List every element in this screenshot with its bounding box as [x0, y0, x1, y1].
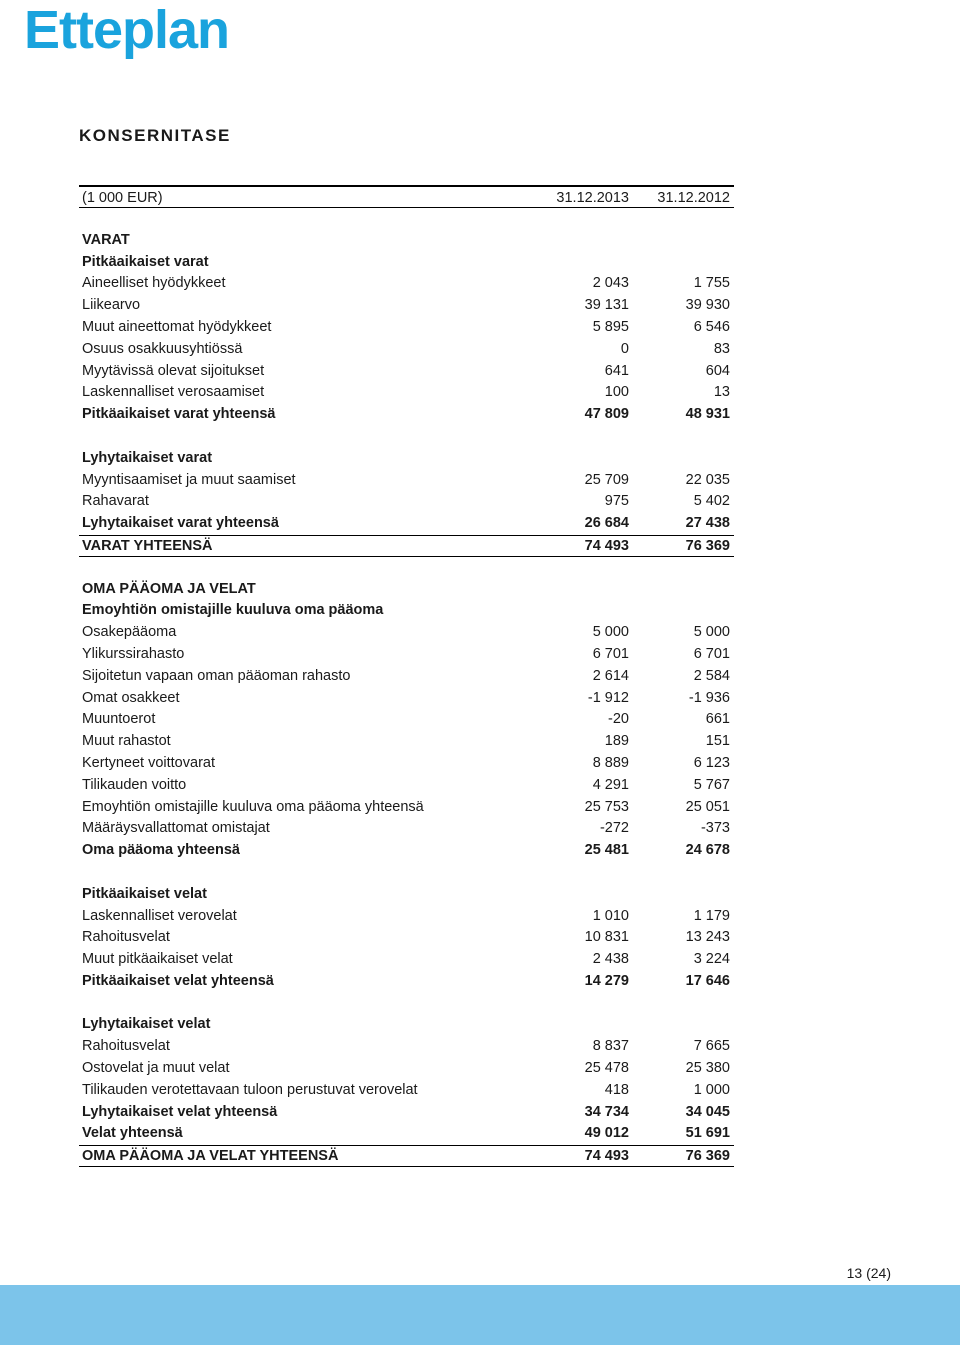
value-2012: 13 243 [685, 929, 730, 946]
row-label: Oma pääoma yhteensä [82, 842, 240, 859]
table-row [79, 470, 734, 492]
value-2012: 13 [713, 384, 730, 401]
value-2013: 25 481 [584, 842, 629, 859]
row-label: Muut aineettomat hyödykkeet [82, 318, 272, 335]
row-label: VARAT YHTEENSÄ [82, 537, 213, 554]
value-2012: 604 [705, 362, 730, 379]
value-2013: 25 478 [584, 1060, 629, 1077]
table-row [79, 339, 734, 361]
row-label: VARAT [82, 231, 130, 248]
section-heading-row [79, 230, 734, 252]
value-2013: 0 [620, 340, 629, 357]
value-2012: 27 438 [685, 515, 730, 532]
row-label: Myytävissä olevat sijoitukset [82, 362, 265, 379]
subtotal-row [79, 971, 734, 993]
row-label: Myyntisaamiset ja muut saamiset [82, 471, 296, 488]
table-row [79, 666, 734, 688]
value-2012: 83 [713, 340, 730, 357]
row-label: Rahavarat [82, 493, 149, 510]
page-number: 13 (24) [846, 1265, 891, 1281]
value-2012: 22 035 [685, 471, 730, 488]
table-row [79, 622, 734, 644]
row-label: Lyhytaikaiset varat [82, 449, 213, 466]
value-2013: 100 [604, 384, 629, 401]
value-2013: 8 837 [592, 1038, 629, 1055]
subtotal-row [79, 1102, 734, 1124]
spacer-row [79, 208, 734, 230]
row-label: Pitkäaikaiset velat yhteensä [82, 972, 274, 989]
row-label: Laskennalliset verosaamiset [82, 384, 265, 401]
value-2012: 1 755 [693, 275, 730, 292]
table-row [79, 775, 734, 797]
table-row [79, 797, 734, 819]
value-2012: 51 691 [685, 1125, 730, 1142]
value-2013: -272 [599, 820, 629, 837]
value-2013: 34 734 [584, 1103, 629, 1120]
table-row [79, 382, 734, 404]
column-header-2012: 31.12.2012 [657, 190, 730, 206]
column-header-2013: 31.12.2013 [556, 190, 629, 206]
subtotal-row [79, 404, 734, 426]
value-2012: 25 051 [685, 798, 730, 815]
section-heading-row [79, 884, 734, 906]
row-label: Emoyhtiön omistajille kuuluva oma pääoma [82, 602, 384, 619]
table-body [79, 208, 734, 1167]
row-label: Pitkäaikaiset velat [82, 885, 207, 902]
value-2012: 39 930 [685, 297, 730, 314]
value-2012: 24 678 [685, 842, 730, 859]
balance-sheet-table [79, 185, 734, 1167]
row-label: Osakepääoma [82, 624, 177, 641]
value-2012: 5 402 [693, 493, 730, 510]
row-label: Laskennalliset verovelat [82, 907, 237, 924]
subtotal-row [79, 513, 734, 535]
unit-label: (1 000 EUR) [82, 190, 163, 206]
value-2012: -1 936 [688, 689, 730, 706]
section-heading-row [79, 252, 734, 274]
value-2013: 25 753 [584, 798, 629, 815]
table-row [79, 927, 734, 949]
table-row [79, 1058, 734, 1080]
section-heading-row [79, 1014, 734, 1036]
value-2012: 17 646 [685, 972, 730, 989]
table-header-row [79, 185, 734, 208]
row-label: Määräysvallattomat omistajat [82, 820, 270, 837]
value-2013: 74 493 [584, 1148, 629, 1165]
table-row [79, 818, 734, 840]
table-row [79, 753, 734, 775]
value-2013: 8 889 [592, 754, 629, 771]
section-heading-row [79, 600, 734, 622]
row-label: Rahoitusvelat [82, 1038, 170, 1055]
row-label: Lyhytaikaiset velat yhteensä [82, 1103, 278, 1120]
table-row [79, 709, 734, 731]
value-2013: 39 131 [584, 297, 629, 314]
value-2013: 1 010 [592, 907, 629, 924]
table-row [79, 361, 734, 383]
value-2013: 641 [604, 362, 629, 379]
value-2012: 1 179 [693, 907, 730, 924]
value-2012: 34 045 [685, 1103, 730, 1120]
grand-total-row [79, 1145, 734, 1167]
value-2013: 26 684 [584, 515, 629, 532]
value-2012: 76 369 [685, 537, 730, 554]
subtotal-row [79, 840, 734, 862]
value-2012: -373 [700, 820, 730, 837]
row-label: Pitkäaikaiset varat [82, 253, 209, 270]
subtotal-row [79, 1123, 734, 1145]
value-2013: 4 291 [592, 776, 629, 793]
value-2012: 6 123 [693, 754, 730, 771]
table-row [79, 295, 734, 317]
row-label: Emoyhtiön omistajille kuuluva oma pääoma yhteensä [82, 798, 424, 815]
page-title: KONSERNITASE [79, 126, 231, 145]
value-2013: 49 012 [584, 1125, 629, 1142]
value-2012: 6 701 [693, 645, 730, 662]
row-label: Lyhytaikaiset varat yhteensä [82, 515, 279, 532]
value-2012: 25 380 [685, 1060, 730, 1077]
value-2013: 975 [604, 493, 629, 510]
table-row [79, 906, 734, 928]
row-label: Muuntoerot [82, 711, 156, 728]
row-label: Lyhytaikaiset velat [82, 1016, 211, 1033]
spacer-row [79, 557, 734, 579]
table-row [79, 688, 734, 710]
value-2012: 151 [705, 733, 730, 750]
row-label: Tilikauden verotettavaan tuloon perustuvat verovelat [82, 1081, 418, 1098]
value-2013: 25 709 [584, 471, 629, 488]
row-label: Aineelliset hyödykkeet [82, 275, 226, 292]
value-2012: 48 931 [685, 406, 730, 423]
value-2013: 5 895 [592, 318, 629, 335]
value-2013: -1 912 [587, 689, 629, 706]
value-2012: 3 224 [693, 951, 730, 968]
table-row [79, 731, 734, 753]
value-2013: 10 831 [584, 929, 629, 946]
grand-total-row [79, 535, 734, 557]
row-label: Velat yhteensä [82, 1125, 183, 1142]
spacer-row [79, 993, 734, 1015]
row-label: Tilikauden voitto [82, 776, 187, 793]
value-2013: 189 [604, 733, 629, 750]
spacer-row [79, 862, 734, 884]
row-label: OMA PÄÄOMA JA VELAT [82, 580, 256, 597]
value-2012: 76 369 [685, 1148, 730, 1165]
value-2013: 2 043 [592, 275, 629, 292]
value-2013: 5 000 [592, 624, 629, 641]
table-row [79, 949, 734, 971]
value-2012: 7 665 [693, 1038, 730, 1055]
value-2012: 2 584 [693, 667, 730, 684]
table-row [79, 273, 734, 295]
value-2013: 74 493 [584, 537, 629, 554]
value-2012: 5 000 [693, 624, 730, 641]
row-label: Sijoitetun vapaan oman pääoman rahasto [82, 667, 351, 684]
table-row [79, 1036, 734, 1058]
value-2012: 1 000 [693, 1081, 730, 1098]
table-row [79, 317, 734, 339]
value-2013: 2 614 [592, 667, 629, 684]
row-label: Liikearvo [82, 297, 141, 314]
row-label: Muut rahastot [82, 733, 171, 750]
value-2012: 5 767 [693, 776, 730, 793]
row-label: Osuus osakkuusyhtiössä [82, 340, 243, 357]
value-2013: 2 438 [592, 951, 629, 968]
value-2013: -20 [608, 711, 629, 728]
row-label: Rahoitusvelat [82, 929, 170, 946]
value-2013: 418 [604, 1081, 629, 1098]
section-heading-row [79, 579, 734, 601]
table-row [79, 491, 734, 513]
row-label: Pitkäaikaiset varat yhteensä [82, 406, 276, 423]
row-label: Kertyneet voittovarat [82, 754, 215, 771]
row-label: Ylikurssirahasto [82, 645, 185, 662]
value-2012: 6 546 [693, 318, 730, 335]
spacer-row [79, 426, 734, 448]
table-row [79, 1080, 734, 1102]
section-heading-row [79, 448, 734, 470]
row-label: OMA PÄÄOMA JA VELAT YHTEENSÄ [82, 1148, 339, 1165]
value-2012: 661 [705, 711, 730, 728]
table-row [79, 644, 734, 666]
etteplan-logo: Etteplan [24, 0, 230, 60]
row-label: Ostovelat ja muut velat [82, 1060, 230, 1077]
row-label: Omat osakkeet [82, 689, 180, 706]
value-2013: 47 809 [584, 406, 629, 423]
value-2013: 6 701 [592, 645, 629, 662]
row-label: Muut pitkäaikaiset velat [82, 951, 233, 968]
footer-bar [0, 1285, 960, 1345]
value-2013: 14 279 [584, 972, 629, 989]
